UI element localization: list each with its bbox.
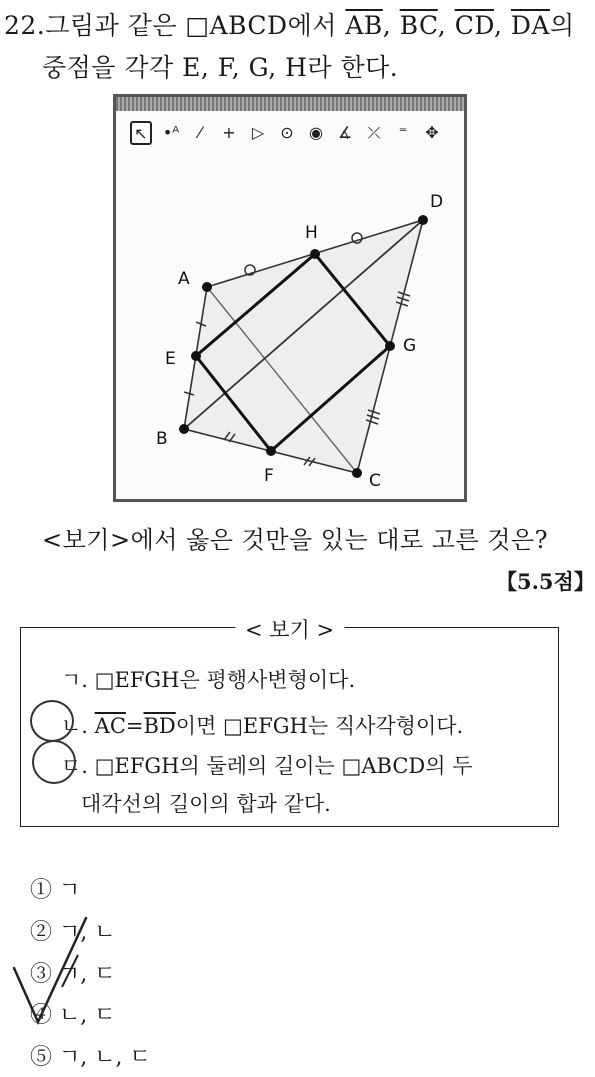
question-prompt: <보기>에서 옳은 것만을 있는 대로 고른 것은? [42,526,548,554]
choice-5-num: ⑤ [30,1045,53,1070]
segment-bc: $\overline{BC}$ [399,11,438,40]
points-badge: 【5.5점】 [496,569,595,594]
choice-3-num: ③ [30,962,53,987]
choice-1-num: ① [30,878,53,903]
line-icon: ⁄ [198,123,202,142]
bogi-title: < 보기 > [235,614,344,644]
strike-mark-icon [62,955,78,987]
label-d: D [430,192,444,212]
segment-da: $\overline{DA}$ [510,11,550,40]
choice-1-text: ㄱ [59,878,81,903]
check-mark-icon [14,918,86,1022]
point-icon: •ᴬ [162,123,180,142]
bogi-item-2-eq: = [125,714,144,738]
circle-icon: ⊙ [280,123,294,142]
choice-4-num: ④ [30,1003,53,1028]
polygon-icon: ▷ [251,123,265,142]
bogi-item-3-mark: ㄷ. [61,754,88,778]
choice-5-text: ㄱ, ㄴ, ㄷ [59,1045,151,1070]
bogi-item-3-text: □EFGH의 둘레의 길이는 □ABCD의 두 [94,754,473,778]
question-number: 22. [4,11,46,40]
bogi-item-3-line2: 대각선의 길이의 합과 같다. [81,792,331,816]
bogi-item-2-bd: $\overline{BD}$ [143,714,176,738]
segment-ab: $\overline{AB}$ [345,11,383,40]
segment-cd: $\overline{CD}$ [454,11,494,40]
bogi-item-1-mark: ㄱ. [61,668,88,692]
question-text-suffix: 의 [549,11,575,40]
label-c: C [369,471,381,491]
label-a: A [178,269,190,289]
choice-2-text: ㄱ, ㄴ [59,920,116,945]
reflect-icon: ⤫ [367,123,381,142]
bogi-item-2-mark: ㄴ. [61,714,88,738]
angle-icon: ∡ [337,123,353,142]
bogi-item-2-ac: $\overline{AC}$ [94,714,126,738]
choice-2-num: ② [30,920,53,945]
label-h: H [305,223,318,243]
bogi-item-2-text: 이면 □EFGH는 직사각형이다. [175,714,464,738]
label-f: F [264,466,274,486]
label-g: G [403,336,417,356]
bogi-item-1-text: □EFGH은 평행사변형이다. [94,668,356,692]
move-icon: ✥ [425,123,439,142]
choice-4-text: ㄴ, ㄷ [59,1003,116,1028]
label-b: B [156,429,168,449]
slider-icon: ⁼ [398,123,408,142]
question-text-prefix: 그림과 같은 □ABCD에서 [45,11,337,40]
pointer-icon: ↖ [130,121,152,145]
label-e: E [165,349,176,369]
circle-3pt-icon: ◉ [309,123,323,142]
perpendicular-icon: + [222,123,236,142]
choice-3-text: ㄱ, ㄷ [59,962,116,987]
question-line-2: 중점을 각각 E, F, G, H라 한다. [42,53,399,82]
question-line-1: 22.그림과 같은 □ABCD에서 $\overline{AB}$, $\overline{BC}$, $\overline{CD}$, $\overline{DA}$의 [4,11,575,40]
